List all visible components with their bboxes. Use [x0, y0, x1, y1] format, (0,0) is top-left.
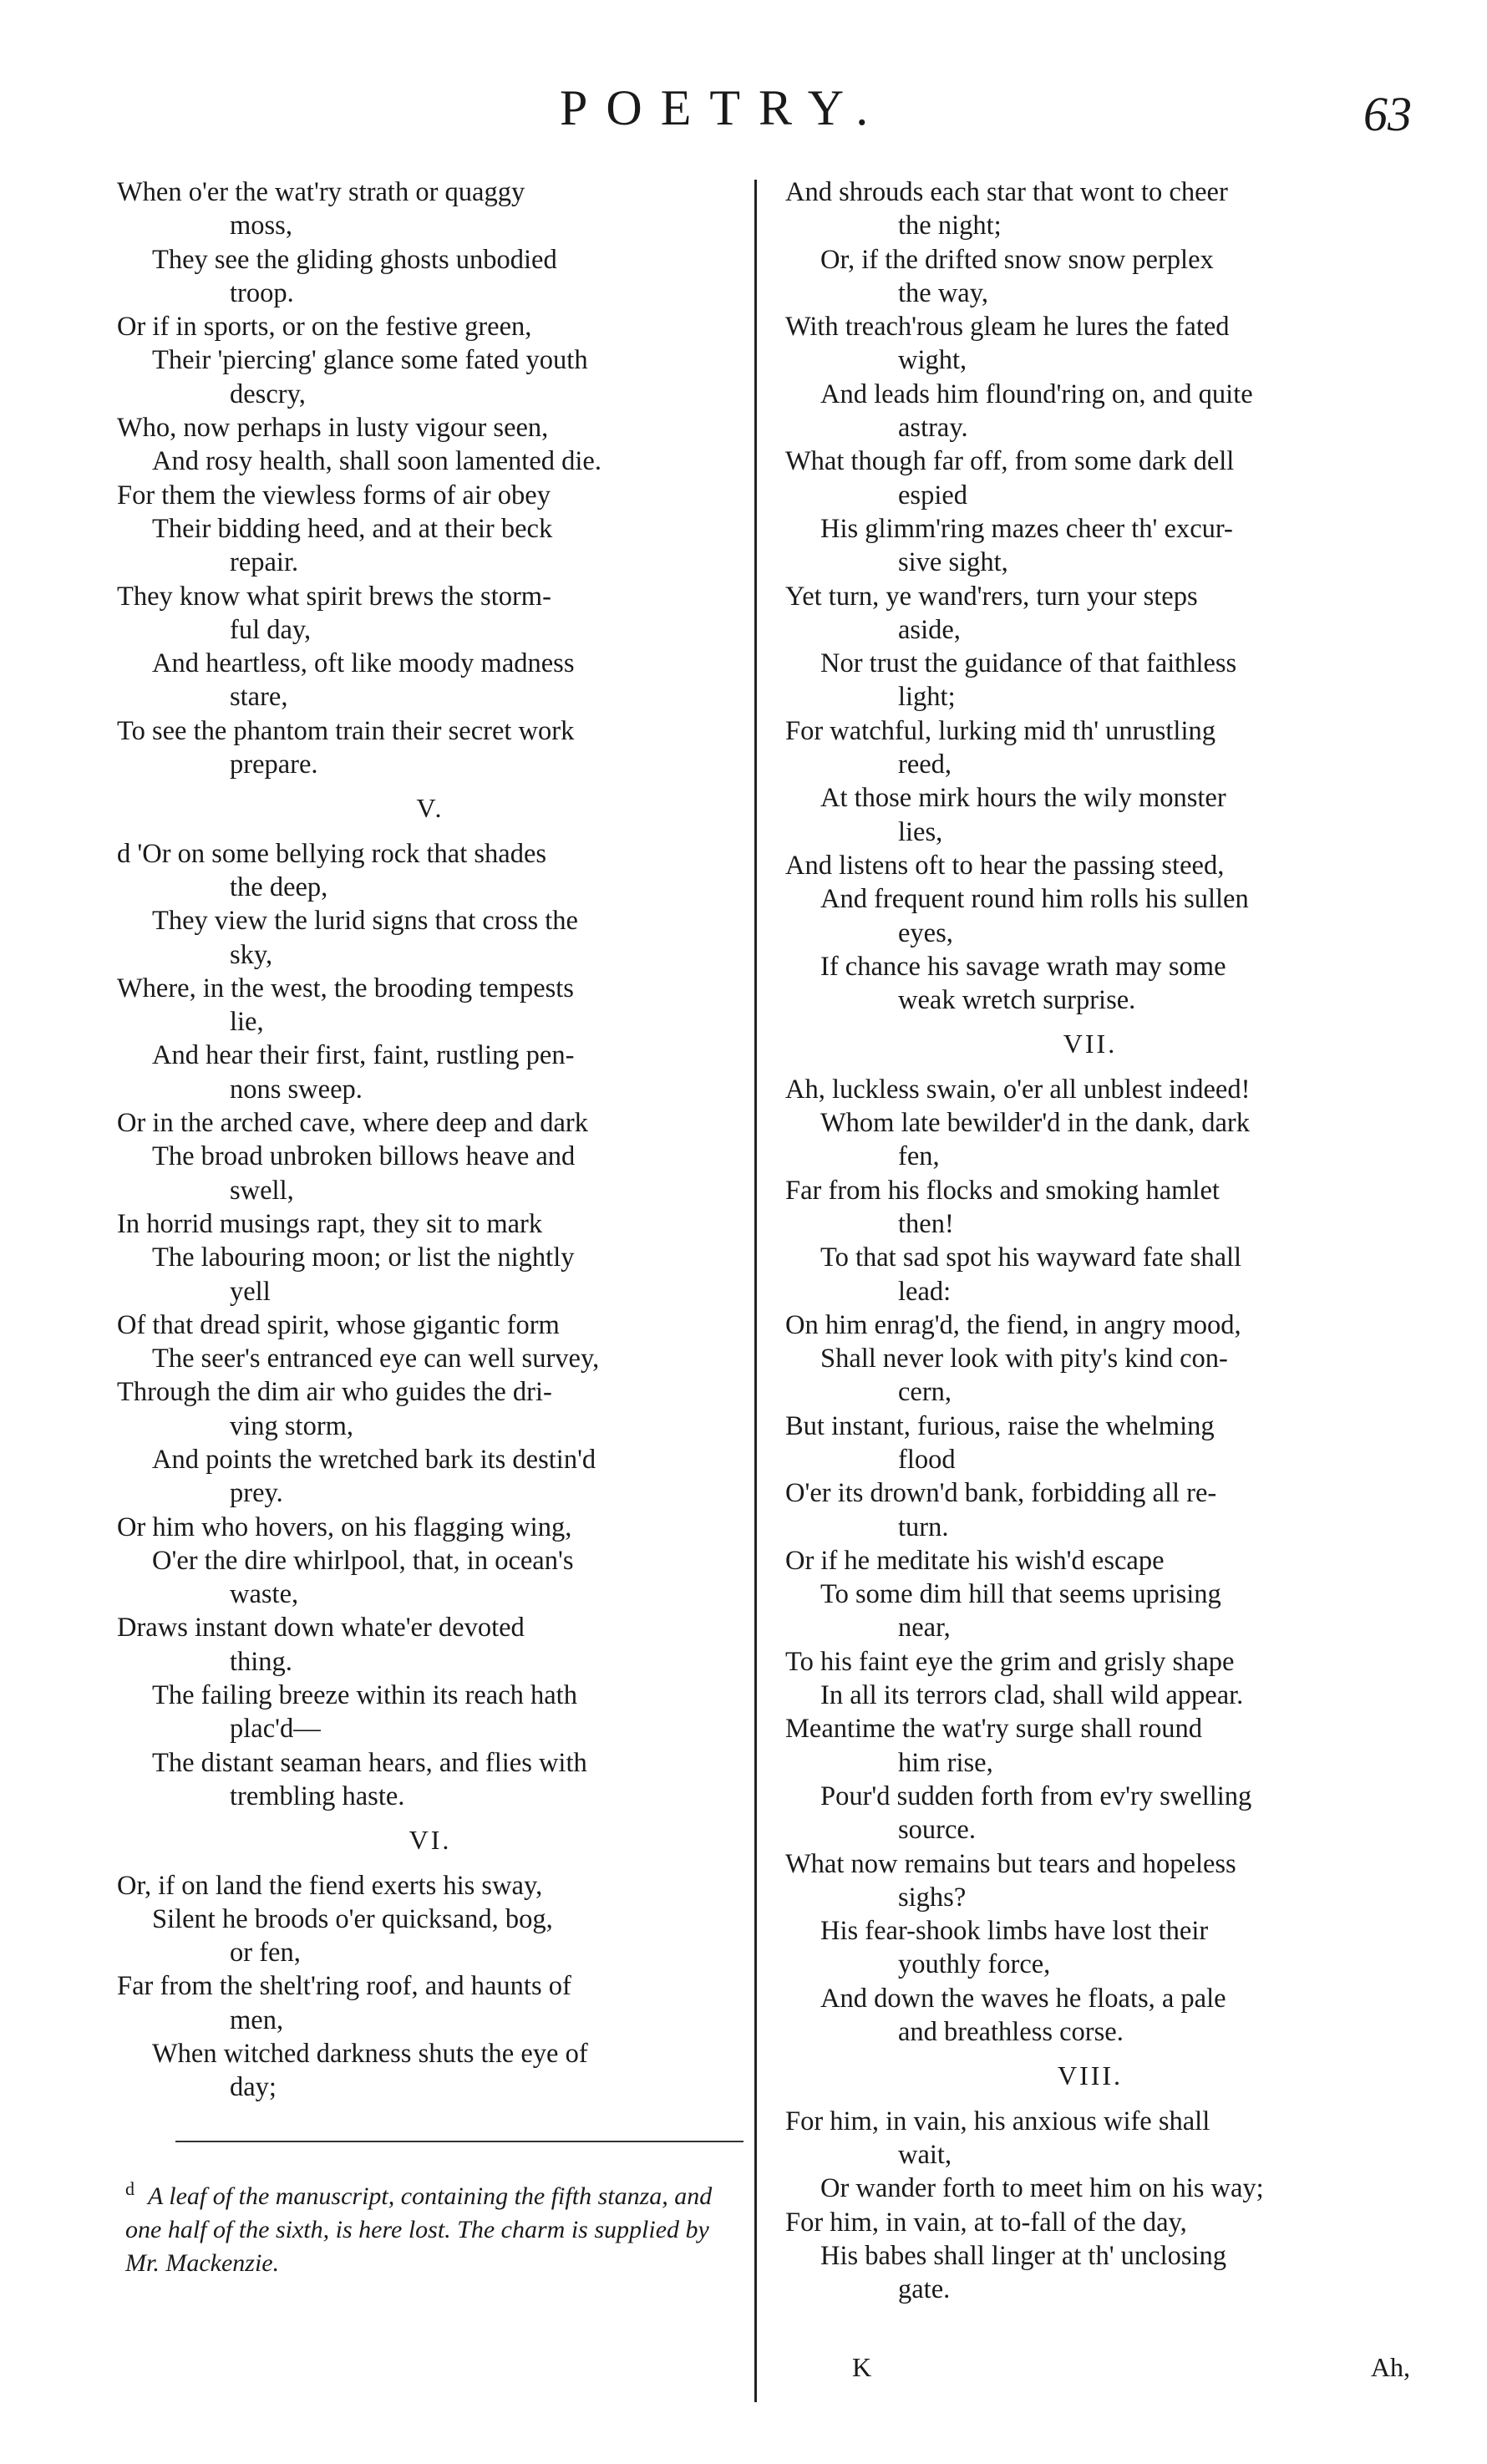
verse-line: The seer's entranced eye can well survey,: [152, 1344, 600, 1374]
verse-line: When o'er the wat'ry strath or quaggy: [117, 177, 525, 207]
verse-line: Their 'piercing' glance some fated youth: [152, 345, 588, 376]
verse-line: reed,: [898, 749, 952, 780]
verse-line: men,: [230, 2004, 284, 2035]
verse-line: descry,: [230, 378, 306, 409]
verse-line: him rise,: [898, 1747, 993, 1778]
verse-line: wight,: [898, 345, 967, 376]
verse-line: The broad unbroken billows heave and: [152, 1141, 576, 1172]
verse-line: Through the dim air who guides the dri-: [117, 1377, 552, 1408]
verse-line: The failing breeze within its reach hath: [152, 1680, 577, 1711]
verse-line: turn.: [898, 1511, 949, 1542]
verse-line: Ah, luckless swain, o'er all unblest indeed!: [785, 1074, 1251, 1105]
verse-line: For them the viewless forms of air obey: [117, 480, 551, 511]
verse-line: gate.: [898, 2274, 951, 2305]
stanza-number: VIII.: [1057, 2060, 1124, 2091]
verse-line: To his faint eye the grim and grisly shape: [785, 1646, 1235, 1677]
verse-line: trembling haste.: [230, 1781, 405, 1811]
page-header: [0, 79, 1487, 155]
verse-line: The labouring moon; or list the nightly: [152, 1242, 575, 1273]
verse-line: and breathless corse.: [898, 2017, 1124, 2048]
verse-line: waste,: [230, 1579, 299, 1610]
verse-line: O'er its drown'd bank, forbidding all re-: [785, 1478, 1217, 1509]
footnote-mark: d: [125, 2178, 134, 2199]
verse-line: And heartless, oft like moody madness: [152, 648, 575, 679]
verse-line: weak wretch surprise.: [898, 985, 1136, 1016]
verse-line: swell,: [230, 1175, 294, 1206]
verse-line: Far from his flocks and smoking hamlet: [785, 1175, 1220, 1206]
verse-line: sighs?: [898, 1882, 967, 1913]
verse-line: wait,: [898, 2139, 952, 2170]
verse-line: yell: [230, 1276, 271, 1307]
verse-line: prepare.: [230, 749, 318, 780]
verse-line: Or if he meditate his wish'd escape: [785, 1545, 1165, 1576]
verse-line: near,: [898, 1613, 951, 1644]
signature-mark: K: [852, 2352, 872, 2382]
verse-line: prey.: [230, 1478, 283, 1509]
verse-line: What now remains but tears and hopeless: [785, 1848, 1236, 1879]
verse-line: Far from the shelt'ring roof, and haunts of: [117, 1971, 571, 2002]
verse-line: O'er the dire whirlpool, that, in ocean's: [152, 1545, 574, 1576]
verse-line: Or him who hovers, on his flagging wing,: [117, 1511, 572, 1542]
verse-line: His glimm'ring mazes cheer th' excur-: [820, 513, 1233, 544]
verse-line: then!: [898, 1208, 954, 1239]
verse-line: lie,: [230, 1007, 264, 1038]
verse-line: Or, if the drifted snow snow perplex: [820, 244, 1214, 275]
left-column: [117, 175, 744, 2105]
verse-line: flood: [898, 1444, 956, 1475]
verse-line: Who, now perhaps in lusty vigour seen,: [117, 413, 549, 444]
verse-line: And listens oft to hear the passing steed,: [785, 850, 1225, 881]
catchword: Ah,: [1370, 2352, 1410, 2382]
verse-line: Or in the arched cave, where deep and dark: [117, 1108, 588, 1139]
verse-line: or fen,: [230, 1938, 301, 1969]
verse-line: moss,: [230, 211, 292, 241]
verse-line: troop.: [230, 277, 294, 308]
verse-line: cern,: [898, 1377, 952, 1408]
verse-line: light;: [898, 682, 956, 713]
verse-line: lies,: [898, 816, 943, 847]
footnote: [125, 2172, 744, 2280]
footnote-text: A leaf of the manuscript, containing the fifth stanza, and one half of the sixth, is here lost. The charm is supplied by Mr. Mackenzie.: [125, 2182, 713, 2277]
verse-line: Where, in the west, the brooding tempests: [117, 973, 574, 1003]
verse-line: aside,: [898, 614, 961, 645]
verse-line: Their bidding heed, and at their beck: [152, 513, 553, 544]
verse-line: And shrouds each star that wont to cheer: [785, 177, 1228, 207]
verse-line: the deep,: [230, 871, 328, 902]
verse-line: The distant seaman hears, and flies with: [152, 1747, 587, 1778]
verse-line: And frequent round him rolls his sullen: [820, 884, 1249, 915]
verse-line: sky,: [230, 939, 273, 970]
verse-line: Draws instant down whate'er devoted: [117, 1613, 525, 1644]
verse-line: ful day,: [230, 614, 312, 645]
verse-line: For him, in vain, at to-fall of the day,: [785, 2207, 1187, 2238]
verse-line: the night;: [898, 211, 1002, 241]
verse-line: lead:: [898, 1276, 952, 1307]
verse-line: To see the phantom train their secret work: [117, 715, 575, 746]
verse-line: In all its terrors clad, shall wild appear.: [820, 1680, 1244, 1711]
verse-line: Or, if on land the fiend exerts his sway,: [117, 1870, 543, 1901]
verse-line: Pour'd sudden forth from ev'ry swelling: [820, 1781, 1252, 1811]
verse-line: stare,: [230, 682, 288, 713]
verse-line: When witched darkness shuts the eye of: [152, 2039, 588, 2070]
verse-line: Or wander forth to meet him on his way;: [820, 2173, 1264, 2204]
verse-line: espied: [898, 480, 968, 511]
verse-line: day;: [230, 2072, 277, 2103]
verse-line: ving storm,: [230, 1410, 354, 1441]
verse-line: d 'Or on some bellying rock that shades: [117, 838, 547, 869]
verse-line: Of that dread spirit, whose gigantic form: [117, 1309, 560, 1340]
column-divider: [754, 180, 757, 2402]
verse-line: sive sight,: [898, 547, 1008, 578]
verse-line: On him enrag'd, the fiend, in angry mood,: [785, 1309, 1241, 1340]
verse-line: Nor trust the guidance of that faithless: [820, 648, 1237, 679]
verse-line: repair.: [230, 547, 299, 578]
verse-line: And down the waves he floats, a pale: [820, 1983, 1226, 2014]
verse-line: Meantime the wat'ry surge shall round: [785, 1714, 1202, 1745]
verse-line: youthly force,: [898, 1949, 1051, 1980]
verse-line: And points the wretched bark its destin'd: [152, 1444, 596, 1475]
verse-line: If chance his savage wrath may some: [820, 951, 1226, 982]
verse-line: With treach'rous gleam he lures the fated: [785, 312, 1230, 343]
verse-line: astray.: [898, 413, 968, 444]
verse-line: They view the lurid signs that cross the: [152, 906, 578, 937]
verse-line: eyes,: [898, 917, 953, 948]
verse-line: They see the gliding ghosts unbodied: [152, 244, 557, 275]
page-number: 63: [1363, 87, 1412, 141]
verse-line: To some dim hill that seems uprising: [820, 1579, 1221, 1610]
verse-line: Shall never look with pity's kind con-: [820, 1344, 1228, 1374]
verse-line: source.: [898, 1815, 976, 1846]
verse-line: Yet turn, ye wand'rers, turn your steps: [785, 581, 1198, 612]
verse-line: For him, in vain, his anxious wife shall: [785, 2106, 1210, 2136]
verse-line: For watchful, lurking mid th' unrustling: [785, 715, 1215, 746]
stanza-number: V.: [416, 793, 444, 824]
right-column: [785, 175, 1395, 2306]
verse-line: Whom late bewilder'd in the dank, dark: [820, 1108, 1250, 1139]
verse-line: Silent he broods o'er quicksand, bog,: [152, 1903, 553, 1934]
verse-line: And leads him flound'ring on, and quite: [820, 378, 1253, 409]
verse-line: In horrid musings rapt, they sit to mark: [117, 1208, 543, 1239]
verse-line: plac'd—: [230, 1714, 321, 1745]
verse-line: thing.: [230, 1646, 292, 1677]
verse-line: At those mirk hours the wily monster: [820, 783, 1226, 814]
stanza-number: VII.: [1063, 1029, 1118, 1059]
footnote-rule: [175, 2141, 744, 2142]
verse-line: fen,: [898, 1141, 940, 1172]
verse-line: To that sad spot his wayward fate shall: [820, 1242, 1242, 1273]
running-title: POETRY.: [560, 80, 887, 135]
verse-line: nons sweep.: [230, 1074, 363, 1105]
verse-line: They know what spirit brews the storm-: [117, 581, 551, 612]
verse-line: the way,: [898, 277, 988, 308]
verse-line: And hear their first, faint, rustling pen-: [152, 1040, 575, 1071]
stanza-number: VI.: [409, 1825, 452, 1856]
verse-line: What though far off, from some dark dell: [785, 446, 1235, 477]
verse-line: And rosy health, shall soon lamented die.: [152, 446, 601, 477]
verse-line: His fear-shook limbs have lost their: [820, 1916, 1209, 1947]
verse-line: But instant, furious, raise the whelming: [785, 1410, 1215, 1441]
verse-line: His babes shall linger at th' unclosing: [820, 2240, 1227, 2271]
verse-line: Or if in sports, or on the festive green,: [117, 312, 532, 343]
